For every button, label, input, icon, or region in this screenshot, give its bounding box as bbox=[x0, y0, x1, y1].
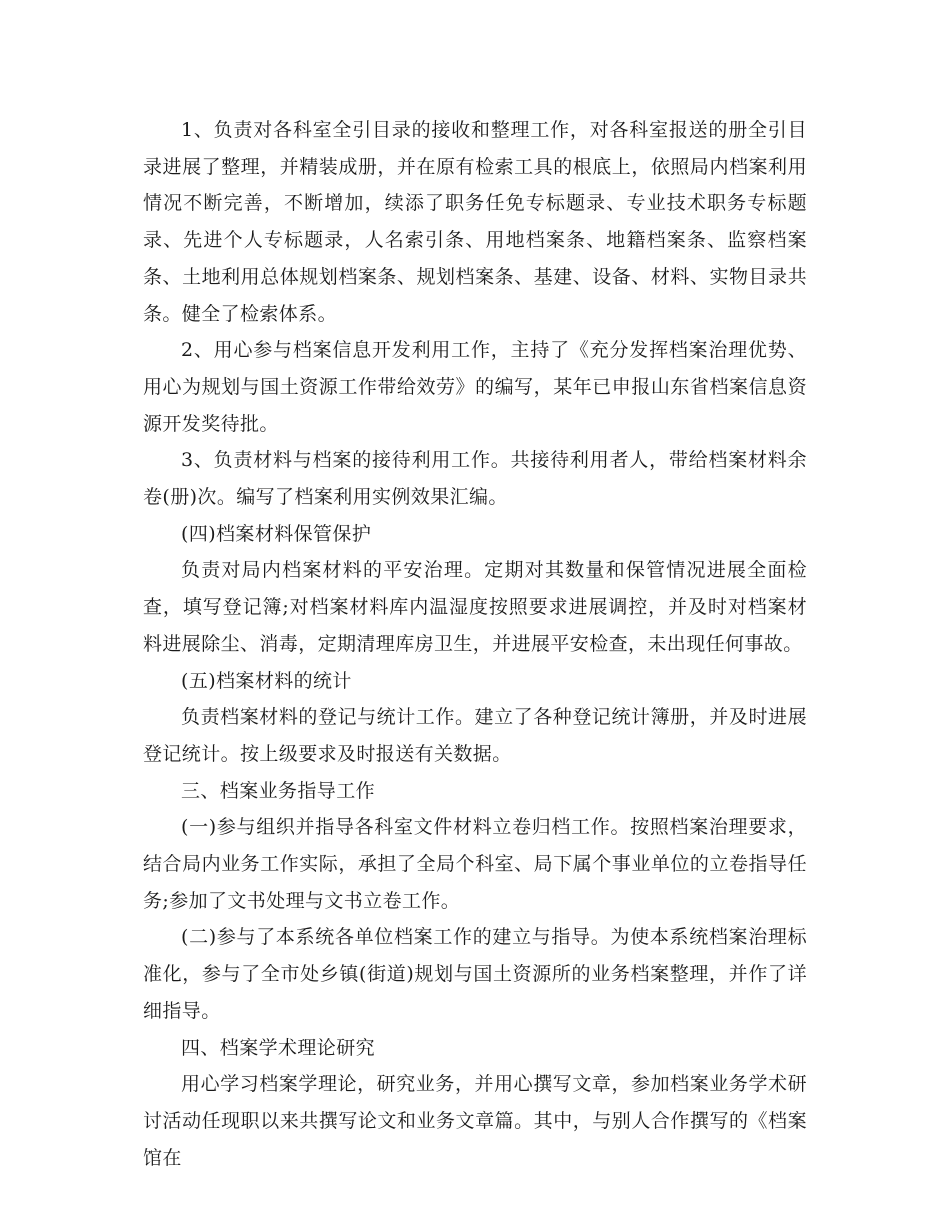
section-heading-research: 四、档案学术理论研究 bbox=[181, 1036, 376, 1059]
section-heading-storage: (四)档案材料保管保护 bbox=[181, 522, 372, 545]
paragraph-reception-use: 3、负责材料与档案的接待利用工作。共接待利用者人，带给档案材料余卷(册)次。编写了档案利用实例效果汇编。 bbox=[143, 449, 807, 509]
section-heading-guidance: 三、档案业务指导工作 bbox=[181, 779, 376, 802]
document-body bbox=[143, 112, 807, 1176]
paragraph-research: 用心学习档案学理论，研究业务，并用心撰写文章，参加档案业务学术研讨活动任现职以来共撰写论文和业务文章篇。其中，与别人合作撰写的《档案馆在 bbox=[143, 1073, 807, 1169]
paragraph-statistics: 负责档案材料的登记与统计工作。建立了各种登记统计簿册，并及时进展登记统计。按上级要求及时报送有关数据。 bbox=[143, 706, 807, 765]
paragraph-guidance-departments: (一)参与组织并指导各科室文件材料立卷归档工作。按照档案治理要求，结合局内业务工作实际，承担了全局个科室、局下属个事业单位的立卷指导任务;参加了文书处理与文书立卷工作。 bbox=[143, 816, 807, 912]
paragraph-info-development: 2、用心参与档案信息开发利用工作，主持了《充分发挥档案治理优势、用心为规划与国土资源工作带给效劳》的编写，某年已申报山东省档案信息资源开发奖待批。 bbox=[143, 339, 807, 435]
paragraph-guidance-units: (二)参与了本系统各单位档案工作的建立与指导。为使本系统档案治理标准化，参与了全市处乡镇(街道)规划与国土资源所的业务档案整理，并作了详细指导。 bbox=[143, 926, 807, 1022]
section-heading-statistics: (五)档案材料的统计 bbox=[181, 669, 352, 692]
paragraph-storage-protection: 负责对局内档案材料的平安治理。定期对其数量和保管情况进展全面检查，填写登记簿;对档案材料库内温湿度按照要求进展调控，并及时对档案材料进展除尘、消毒，定期清理库房卫生，并进展平安检查，未出现任何事故。 bbox=[143, 559, 807, 655]
paragraph-catalog-work: 1、负责对各科室全引目录的接收和整理工作，对各科室报送的册全引目录进展了整理，并精装成册，并在原有检索工具的根底上，依照局内档案利用情况不断完善，不断增加，续添了职务任免专标题录、专业技术职务专标题录、先进个人专标题录，人名索引条、用地档案条、地籍档案条、监察档案条、土地利用总体规划档案条、规划档案条、基建、设备、材料、实物目录共条。健全了检索体系。 bbox=[143, 119, 807, 325]
